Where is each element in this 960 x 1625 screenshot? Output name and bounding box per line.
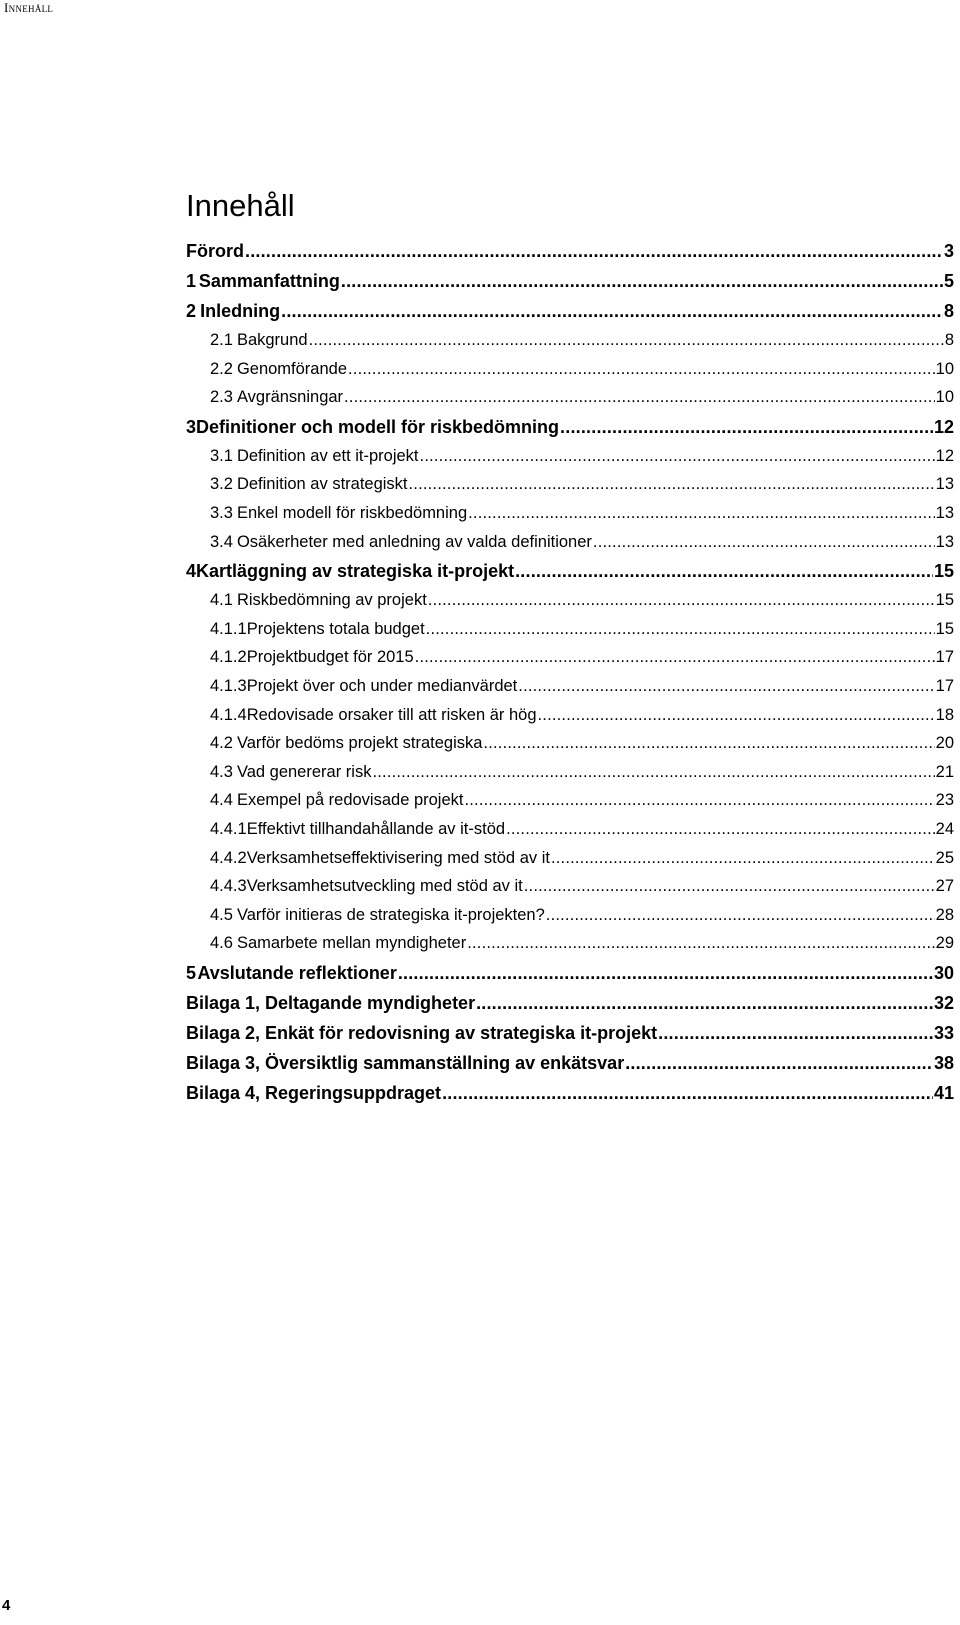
toc-entry-page: 23 [935,791,954,810]
toc-entry-number: 4.2 [210,734,233,753]
toc-entry-page: 32 [933,992,954,1013]
toc-entry-page: 27 [935,877,954,896]
toc-entry-number: 2.1 [210,331,233,349]
toc-entry[interactable] [186,355,954,384]
toc-entry[interactable] [186,929,954,958]
toc-entry-title: Enkel modell för riskbedömning [236,503,468,522]
toc-entry[interactable] [186,1078,954,1108]
toc-entry-number: 2.3 [210,388,233,407]
dot-leader [467,929,934,958]
toc-entry[interactable] [186,470,954,499]
page-number: 4 [2,1597,11,1614]
dot-leader [245,236,943,266]
toc-entry[interactable] [186,412,954,442]
toc-entry-page: 38 [933,1052,954,1073]
toc-entry-number: 3.1 [210,446,233,465]
toc-entry-title: Riskbedömning av projekt [236,591,427,610]
toc-entry-number: 4.4 [210,791,233,810]
toc-entry[interactable] [186,672,954,701]
toc-entry-page: 21 [935,762,954,781]
toc-entry[interactable] [186,758,954,787]
toc-entry-title: Effektivt tillhandahållande av it-stöd [246,819,506,838]
toc-entry[interactable] [186,615,954,644]
dot-leader [309,326,944,355]
dot-leader [348,355,935,384]
dot-leader [518,672,934,701]
toc-entry[interactable] [186,701,954,730]
toc-entry-title: Samarbete mellan myndigheter [236,934,467,953]
toc-entry[interactable] [186,383,954,412]
toc-entry[interactable] [186,1018,954,1048]
dot-leader [428,586,935,615]
toc-entry[interactable] [186,1048,954,1078]
toc-entry-page: 20 [935,734,954,753]
dot-leader [483,729,934,758]
toc-entry-page: 18 [935,705,954,724]
toc-entry-page: 10 [935,359,954,378]
toc-entry-number: 4.6 [210,934,233,953]
dot-leader [409,470,935,499]
toc-entry-title: Verksamhetsutveckling med stöd av it [246,877,523,896]
toc-entry[interactable] [186,815,954,844]
toc-entry-title: Sammanfattning [198,271,340,291]
toc-entry-page: 28 [935,905,954,924]
toc-entry-title: Projektens totala budget [246,619,425,638]
dot-leader [415,643,935,672]
toc-entry-page: 13 [935,503,954,522]
dot-leader [524,872,935,901]
toc-entry-number: 3.2 [210,475,233,494]
toc-entry-title: Projekt över och under medianvärdet [246,676,518,695]
table-of-contents [186,236,954,1108]
toc-entry[interactable] [186,844,954,873]
toc-entry-title: Vad genererar risk [236,762,372,781]
toc-entry-page: 12 [935,446,954,465]
toc-entry-page: 25 [935,848,954,867]
toc-entry-page: 41 [933,1082,954,1103]
toc-entry-page: 30 [933,962,954,983]
toc-entry-title: Osäkerheter med anledning av valda definitioner [236,532,592,551]
toc-entry-number: 3.3 [210,503,233,522]
toc-entry-number: 1 [186,271,197,291]
toc-entry-title: Redovisade orsaker till att risken är hög [246,705,537,724]
toc-entry-page: 8 [944,331,954,349]
toc-entry[interactable] [186,643,954,672]
toc-entry-title: Bilaga 4, Regeringsuppdraget [186,1082,442,1103]
toc-entry-number: 4.3 [210,762,233,781]
toc-entry-page: 17 [935,676,954,695]
toc-entry-number: 3.4 [210,532,233,551]
toc-entry[interactable] [186,266,954,296]
dot-leader [593,528,935,557]
toc-entry-title: Definitioner och modell för riskbedömning [196,416,560,437]
toc-entry-number: 4 [186,561,197,582]
toc-entry-title: Bilaga 2, Enkät för redovisning av strategiska it-projekt [186,1022,658,1043]
toc-entry[interactable] [186,528,954,557]
dot-leader [625,1048,933,1078]
toc-entry-page: 15 [935,591,954,610]
toc-entry-title: Genomförande [236,359,348,378]
dot-leader [658,1018,933,1048]
toc-entry-page: 15 [933,561,954,582]
toc-entry-number: 4.4.1 [210,819,247,838]
toc-entry-title: Verksamhetseffektivisering med stöd av it [246,848,550,867]
dot-leader [515,556,933,586]
toc-entry-title: Definition av ett it-projekt [236,446,419,465]
toc-title: Innehåll [186,188,295,223]
toc-entry[interactable] [186,236,954,266]
toc-entry-number: 4.5 [210,905,233,924]
toc-entry-page: 3 [943,241,954,261]
toc-entry-page: 5 [943,271,954,291]
toc-entry-number: 4.1.1 [210,619,247,638]
toc-entry-page: 33 [933,1022,954,1043]
toc-entry-number: 4.1.2 [210,648,247,667]
dot-leader [546,901,935,930]
toc-entry-title: Exempel på redovisade projekt [236,791,464,810]
toc-entry-page: 8 [943,301,954,321]
toc-entry[interactable] [186,729,954,758]
toc-entry-number: 4.1.4 [210,705,247,724]
toc-entry-title: Bilaga 1, Deltagande myndigheter [186,992,476,1013]
toc-entry-title: Definition av strategiskt [236,475,408,494]
toc-entry[interactable] [186,786,954,815]
toc-entry-title: Kartläggning av strategiska it-projekt [196,561,515,582]
toc-entry[interactable] [186,499,954,528]
dot-leader [420,442,935,471]
dot-leader [464,786,934,815]
toc-entry-number: 2.2 [210,359,233,378]
dot-leader [506,815,935,844]
toc-entry[interactable] [186,556,954,586]
dot-leader [442,1078,933,1108]
dot-leader [560,412,933,442]
toc-entry-title: Avslutande reflektioner [197,962,397,983]
toc-entry[interactable] [186,326,954,355]
toc-entry-number: 4.1.3 [210,676,247,695]
dot-leader [372,758,934,787]
toc-entry[interactable] [186,872,954,901]
toc-entry-number: 5 [186,962,197,983]
toc-entry[interactable] [186,586,954,615]
toc-entry-title: Avgränsningar [236,388,344,407]
toc-entry-title: Bilaga 3, Översiktlig sammanställning av enkätsvar [186,1052,625,1073]
dot-leader [426,615,935,644]
toc-entry-page: 13 [935,532,954,551]
toc-entry[interactable] [186,988,954,1018]
dot-leader [341,266,943,296]
toc-entry-title: Varför bedöms projekt strategiska [236,734,483,753]
toc-entry-title: Inledning [200,301,281,321]
dot-leader [344,383,935,412]
dot-leader [476,988,933,1018]
toc-entry-number: 4.4.2 [210,848,247,867]
dot-leader [398,958,933,988]
dot-leader [468,499,935,528]
toc-entry-title: Projektbudget för 2015 [246,648,414,667]
toc-entry-page: 12 [933,416,954,437]
toc-entry-title: Bakgrund [236,331,308,349]
dot-leader [551,844,935,873]
toc-entry-page: 13 [935,475,954,494]
toc-entry-page: 15 [935,619,954,638]
dot-leader [538,701,935,730]
toc-entry-page: 24 [935,819,954,838]
running-header: Innehåll [4,0,54,15]
toc-entry[interactable] [186,901,954,930]
toc-entry-number: 4.1 [210,591,233,610]
toc-entry-page: 29 [935,934,954,953]
toc-entry-number: 3 [186,416,197,437]
toc-entry[interactable] [186,958,954,988]
toc-entry-title: Varför initieras de strategiska it-projekten? [236,905,545,924]
toc-entry[interactable] [186,296,954,326]
toc-entry-page: 10 [935,388,954,407]
toc-entry-number: 2 [186,301,197,321]
toc-entry-page: 17 [935,648,954,667]
toc-entry-title: Förord [186,241,244,261]
toc-entry[interactable] [186,442,954,471]
dot-leader [281,296,943,326]
toc-entry-number: 4.4.3 [210,877,247,896]
